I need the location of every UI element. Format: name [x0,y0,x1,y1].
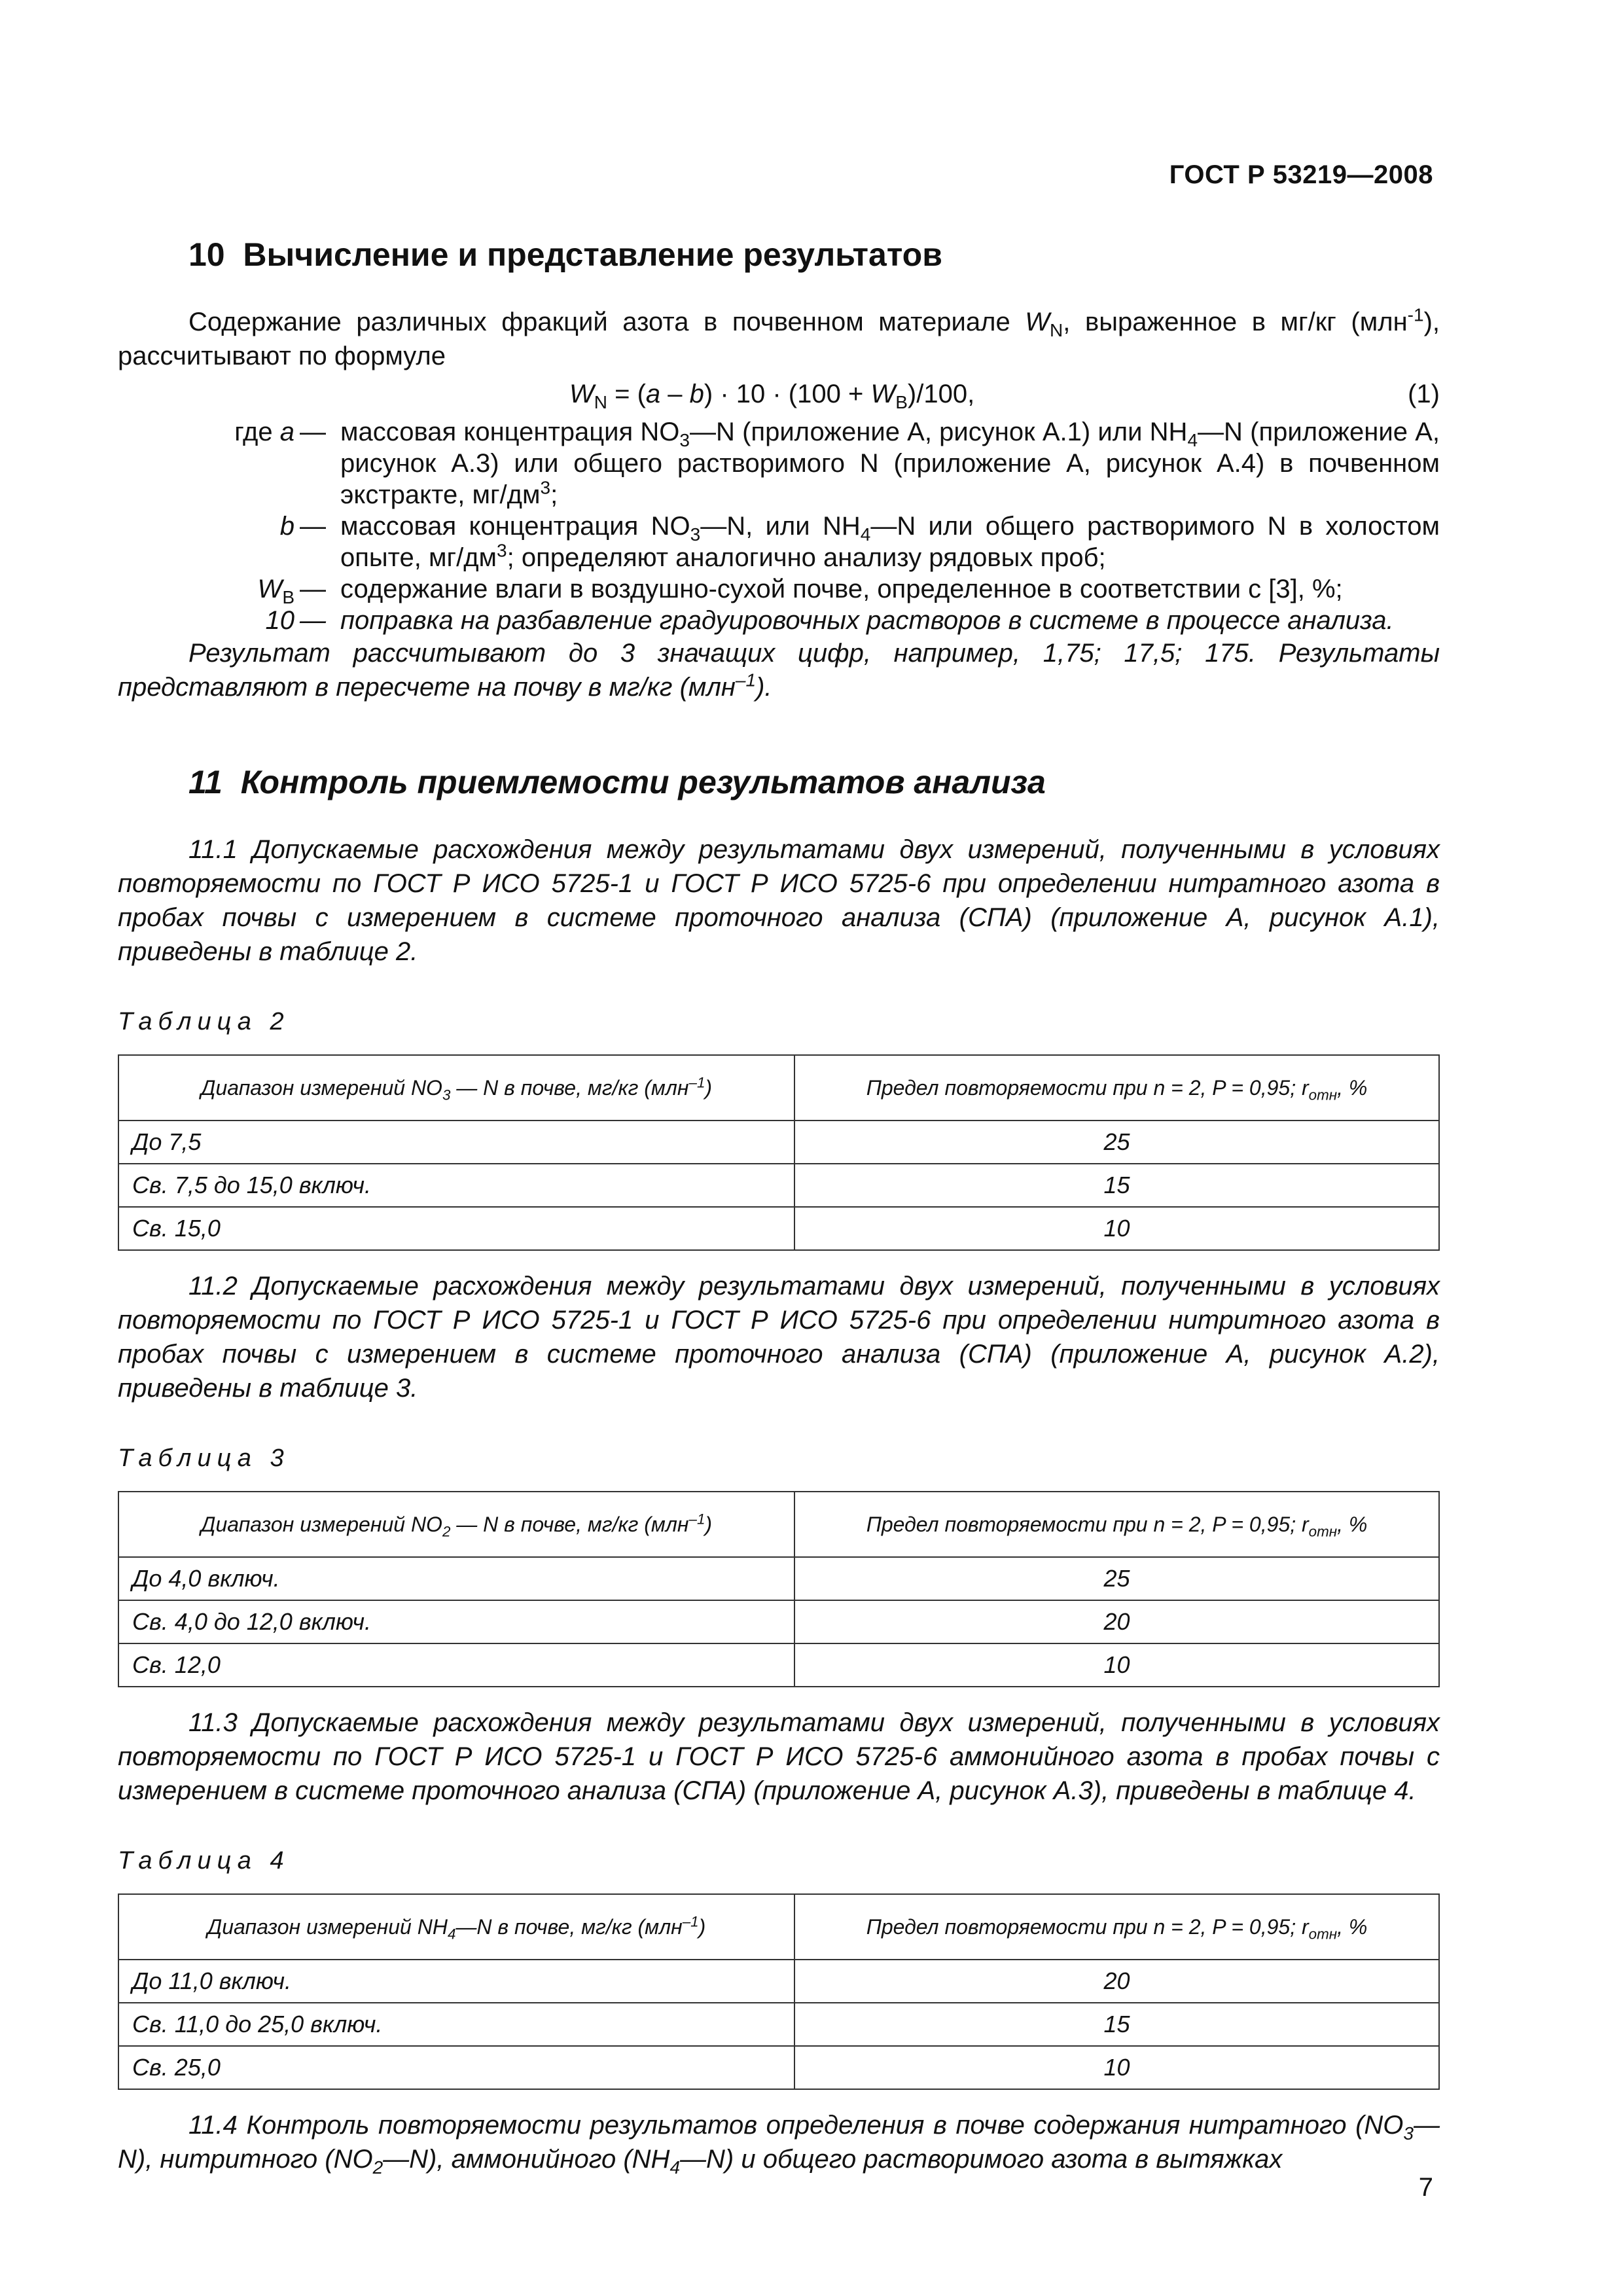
table-row [118,1121,1439,1164]
table-row [118,2003,1439,2046]
table-cell-value: 20 [794,1600,1439,1643]
p114-sub: 2 [372,2157,383,2178]
formula-minus: – [660,380,690,408]
header-text: , % [1337,1512,1368,1536]
intro-sup: -1 [1407,304,1424,325]
intro-text-b: , выраженное в мг/кг (млн [1063,308,1408,336]
spacer [118,704,1440,750]
table-cell-value: 25 [794,1557,1439,1600]
header-sub: отн [1308,1086,1338,1103]
where-sup: 3 [497,540,507,561]
header-text: , % [1337,1914,1368,1939]
intro-variable-sub: N [1050,320,1063,340]
section-11-number: 11 [188,764,223,800]
table-cell-value: 10 [794,2046,1439,2089]
where-dash: — [300,606,326,635]
table-cell-range: Св. 11,0 до 25,0 включ. [118,2003,794,2046]
table-cell-range: До 4,0 включ. [118,1557,794,1600]
section-10-number: 10 [188,236,225,273]
paragraph-11-3: 11.3 Допускаемые расхождения между результатами двух измерений, полученными в условиях повторяемости по ГОСТ Р ИСО 5725-1 и ГОСТ Р ИСО 5725-6 аммонийного азота в пробах почвы с измерением в системе проточного анализа (СПА) (приложение А, рисунок А.3), приведены в таблице 4. [118,1708,1440,1805]
header-text: ) [705,1075,713,1100]
header-text: ) [698,1914,706,1939]
formula-wb-sub: B [895,392,908,412]
where-dash: — [300,575,326,603]
p114-text: —N), аммонийного (NH [383,2145,670,2174]
header-sub: отн [1308,1522,1338,1539]
header-sup: –1 [688,1510,705,1527]
table-cell-range: Св. 25,0 [118,2046,794,2089]
where-item-wb [118,573,1440,605]
table-4-header-limit [794,1894,1439,1960]
where-text: —N (приложение А, рисунок А.3) или общего растворимого N (приложение А, рисунок А.4) в почвенном экстракте, мг/дм [340,418,1440,509]
result-text-b: ). [756,673,772,702]
p114-sub: 4 [669,2157,681,2178]
page-content [118,223,1440,2176]
result-sup: –1 [735,670,757,691]
where-text: массовая концентрация NO [340,512,690,541]
header-sup: –1 [688,1073,705,1090]
where-list [118,416,1440,636]
where-item-a [118,416,1440,511]
p114-text: 11.4 Контроль повторяемости результатов определения в почве содержания нитратного (NO [188,2111,1404,2140]
where-sub: 3 [690,524,701,545]
table-3-header-limit [794,1492,1439,1557]
table-cell-value: 15 [794,1164,1439,1207]
paragraph-11-2: 11.2 Допускаемые расхождения между результатами двух измерений, полученными в условиях повторяемости по ГОСТ Р ИСО 5725-1 и ГОСТ Р ИСО 5725-6 при определении нитритного азота в пробах почвы с измерением в системе проточного анализа (СПА) (приложение А, рисунок А.2), приведены в таблице 3. [118,1272,1440,1403]
table-row [118,1164,1439,1207]
header-text: — N в почве, мг/кг (млн [450,1512,689,1536]
p114-text: —N), нитритного (NO [118,2111,1440,2174]
table-cell-value: 15 [794,2003,1439,2046]
table-cell-range: До 11,0 включ. [118,1960,794,2003]
table-cell-value: 10 [794,1643,1439,1687]
where-symbol: a [279,418,294,446]
header-sub: 2 [442,1522,451,1539]
where-symbol: b [279,512,294,541]
where-symbol: 10 [265,606,294,635]
section-10-heading [188,236,1440,274]
paragraph-11-1: 11.1 Допускаемые расхождения между результатами двух измерений, полученными в условиях повторяемости по ГОСТ Р ИСО 5725-1 и ГОСТ Р ИСО 5725-6 при определении нитратного азота в пробах почвы с измерением в системе проточного анализа (СПА) (приложение А, рисунок А.1), приведены в таблице 2. [118,835,1440,966]
table-cell-value: 25 [794,1121,1439,1164]
table-row [118,1600,1439,1643]
header-sub: 4 [447,1925,456,1942]
intro-text-a: Содержание различных фракций азота в почвенном материале [188,308,1026,336]
where-sub: 4 [860,524,871,545]
formula-expression [569,377,974,411]
formula-lhs: W [569,380,594,408]
where-dash: — [300,418,326,446]
where-label [118,573,294,605]
table-cell-range: Св. 7,5 до 15,0 включ. [118,1164,794,1207]
header-text: , % [1337,1075,1368,1100]
header-text: ) [705,1512,713,1536]
table-row [118,1960,1439,2003]
table-4-header-range [118,1894,794,1960]
header-sub: отн [1308,1925,1338,1942]
where-item-10 [118,605,1440,636]
table-header-row [118,1492,1439,1557]
formula-tail: )/100, [907,380,975,408]
document-code: ГОСТ Р 53219—2008 [1169,160,1433,189]
where-text: поправка на разбавление градуировочных растворов в системе в процессе анализа. [340,606,1394,635]
table-4 [118,1893,1440,2090]
section-10-intro [118,305,1440,373]
table-cell-range: Св. 4,0 до 12,0 включ. [118,1600,794,1643]
where-word: где [234,418,273,446]
where-text: массовая концентрация NO [340,418,680,446]
section-11-heading [188,763,1440,801]
header-text: —N в почве, мг/кг (млн [455,1914,683,1939]
formula-a: a [645,380,661,408]
where-sub: 4 [1187,430,1198,450]
table-2-header-range [118,1055,794,1121]
header-text: Диапазон измерений NH [207,1914,448,1939]
where-dash: — [300,512,326,541]
formula-1 [118,376,1440,414]
table-cell-value: 20 [794,1960,1439,2003]
where-text: —N (приложение А, рисунок А.1) или NH [689,418,1188,446]
table-header-row [118,1055,1439,1121]
p114-sub: 3 [1403,2123,1414,2144]
paragraph-11-4 [118,2108,1440,2176]
formula-b: b [689,380,704,408]
where-label [118,416,294,448]
header-text: Предел повторяемости при n = 2, P = 0,95; r [866,1075,1309,1100]
table-row [118,2046,1439,2089]
formula-part: = ( [607,380,646,408]
table-cell-range: Св. 15,0 [118,1207,794,1250]
table-3-label: Таблица 3 [118,1444,290,1472]
table-2-label: Таблица 2 [118,1008,290,1035]
intro-text-c: ), рассчитывают по формуле [118,308,1440,370]
where-text: ; [550,480,558,509]
table-2-header-limit [794,1055,1439,1121]
section-10-result-note [118,636,1440,704]
formula-lhs-sub: N [594,392,607,412]
result-text-a: Результат рассчитывают до 3 значащих цифр, например, 1,75; 17,5; 175. Результаты представляют в пересчете на почву в мг/кг (млн [118,639,1440,702]
where-symbol-sub: B [282,587,294,607]
table-row [118,1643,1439,1687]
where-text: —N или общего растворимого N в холостом опыте, мг/дм [340,512,1440,572]
formula-wb: W [870,380,896,408]
table-3 [118,1491,1440,1687]
header-text: Предел повторяемости при n = 2, P = 0,95; r [866,1914,1309,1939]
header-sub: 3 [442,1086,451,1103]
where-symbol: W [257,575,283,603]
table-2 [118,1054,1440,1251]
where-text: —N, или NH [700,512,861,541]
table-4-label: Таблица 4 [118,1847,290,1874]
formula-number: (1) [1408,380,1440,408]
where-sup: 3 [540,477,551,498]
where-text: содержание влаги в воздушно-сухой почве, определенное в соответствии с [3], %; [340,575,1343,603]
where-sub: 3 [679,430,690,450]
page-number: 7 [1418,2173,1433,2202]
where-text: ; определяют аналогично анализу рядовых проб; [507,543,1106,572]
table-cell-value: 10 [794,1207,1439,1250]
header-text: Диапазон измерений NO [200,1075,442,1100]
header-text: Диапазон измерений NO [200,1512,442,1536]
table-cell-range: Св. 12,0 [118,1643,794,1687]
table-cell-range: До 7,5 [118,1121,794,1164]
table-row [118,1207,1439,1250]
table-row [118,1557,1439,1600]
intro-variable: W [1025,308,1050,336]
where-item-b [118,511,1440,573]
table-header-row [118,1894,1439,1960]
table-3-header-range [118,1492,794,1557]
section-11-title: Контроль приемлемости результатов анализа [240,764,1046,800]
p114-text: —N) и общего растворимого азота в вытяжках [680,2145,1283,2174]
section-10-title: Вычисление и представление результатов [243,236,942,273]
header-text: Предел повторяемости при n = 2, P = 0,95; r [866,1512,1309,1536]
header-sup: –1 [682,1912,699,1929]
header-text: — N в почве, мг/кг (млн [450,1075,689,1100]
formula-part: ) · 10 · (100 + [704,380,871,408]
